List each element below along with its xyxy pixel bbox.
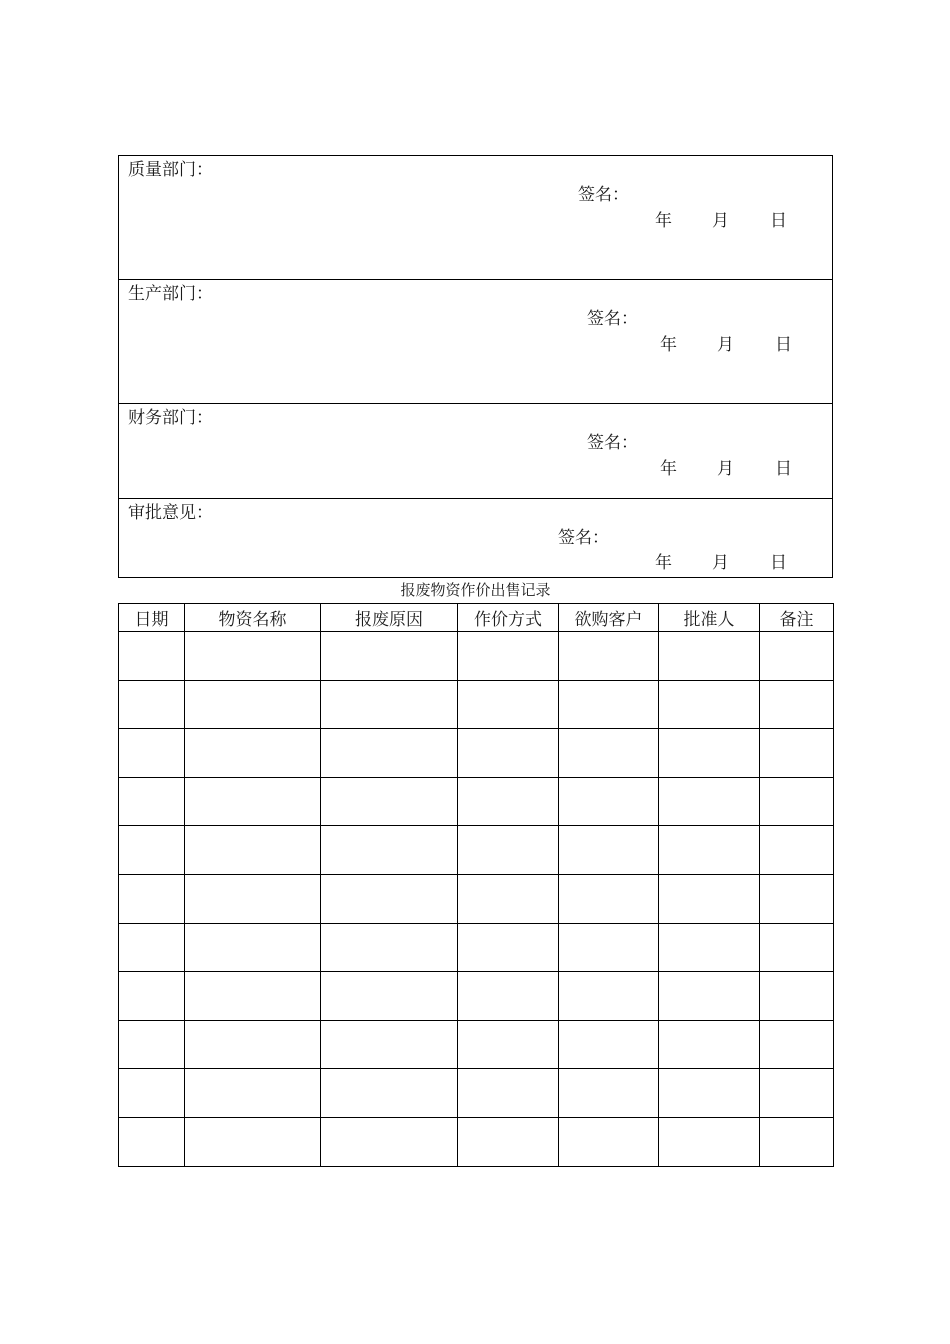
cell-remarks[interactable] bbox=[760, 1069, 834, 1118]
cell-pricing-method[interactable] bbox=[458, 874, 559, 923]
cell-approver[interactable] bbox=[659, 874, 760, 923]
cell-remarks[interactable] bbox=[760, 632, 834, 681]
cell-pricing-method[interactable] bbox=[458, 826, 559, 875]
year-label: 年 bbox=[655, 211, 672, 231]
header-item-name: 物资名称 bbox=[185, 604, 321, 632]
cell-pricing-method[interactable] bbox=[458, 729, 559, 778]
cell-item-name[interactable] bbox=[185, 923, 321, 972]
cell-buyer[interactable] bbox=[559, 1020, 659, 1069]
cell-buyer[interactable] bbox=[559, 777, 659, 826]
cell-pricing-method[interactable] bbox=[458, 632, 559, 681]
cell-scrap-reason[interactable] bbox=[321, 972, 458, 1021]
cell-approver[interactable] bbox=[659, 1020, 760, 1069]
cell-buyer[interactable] bbox=[559, 923, 659, 972]
year-label: 年 bbox=[660, 459, 677, 479]
cell-pricing-method[interactable] bbox=[458, 777, 559, 826]
production-dept-label: 生产部门： bbox=[128, 284, 213, 304]
cell-date[interactable] bbox=[119, 729, 185, 778]
cell-remarks[interactable] bbox=[760, 680, 834, 729]
header-buyer: 欲购客户 bbox=[559, 604, 659, 632]
cell-remarks[interactable] bbox=[760, 729, 834, 778]
cell-remarks[interactable] bbox=[760, 923, 834, 972]
cell-remarks[interactable] bbox=[760, 874, 834, 923]
cell-item-name[interactable] bbox=[185, 1020, 321, 1069]
cell-buyer[interactable] bbox=[559, 874, 659, 923]
day-label: 日 bbox=[775, 335, 792, 355]
cell-item-name[interactable] bbox=[185, 680, 321, 729]
table-row bbox=[119, 972, 834, 1021]
cell-date[interactable] bbox=[119, 680, 185, 729]
cell-buyer[interactable] bbox=[559, 632, 659, 681]
header-approver: 批准人 bbox=[659, 604, 760, 632]
cell-date[interactable] bbox=[119, 972, 185, 1021]
quality-dept-label: 质量部门： bbox=[128, 160, 213, 180]
cell-remarks[interactable] bbox=[760, 1020, 834, 1069]
cell-date[interactable] bbox=[119, 1020, 185, 1069]
finance-dept-section bbox=[119, 404, 832, 499]
cell-approver[interactable] bbox=[659, 632, 760, 681]
cell-item-name[interactable] bbox=[185, 729, 321, 778]
cell-date[interactable] bbox=[119, 777, 185, 826]
cell-item-name[interactable] bbox=[185, 1117, 321, 1166]
cell-date[interactable] bbox=[119, 874, 185, 923]
cell-scrap-reason[interactable] bbox=[321, 874, 458, 923]
day-label: 日 bbox=[770, 553, 787, 573]
table-row bbox=[119, 826, 834, 875]
finance-dept-date bbox=[119, 458, 832, 480]
day-label: 日 bbox=[775, 459, 792, 479]
table-row bbox=[119, 1069, 834, 1118]
cell-scrap-reason[interactable] bbox=[321, 777, 458, 826]
table-row bbox=[119, 1020, 834, 1069]
approval-opinion-signature-label: 签名： bbox=[558, 528, 609, 548]
cell-scrap-reason[interactable] bbox=[321, 729, 458, 778]
approval-opinion-label: 审批意见： bbox=[128, 503, 213, 523]
cell-buyer[interactable] bbox=[559, 826, 659, 875]
cell-scrap-reason[interactable] bbox=[321, 1020, 458, 1069]
cell-scrap-reason[interactable] bbox=[321, 680, 458, 729]
month-label: 月 bbox=[717, 459, 734, 479]
cell-pricing-method[interactable] bbox=[458, 972, 559, 1021]
quality-dept-section bbox=[119, 156, 832, 280]
header-remarks: 备注 bbox=[760, 604, 834, 632]
production-dept-section bbox=[119, 280, 832, 404]
cell-buyer[interactable] bbox=[559, 680, 659, 729]
cell-buyer[interactable] bbox=[559, 729, 659, 778]
production-dept-date bbox=[119, 334, 832, 356]
table-row bbox=[119, 777, 834, 826]
cell-date[interactable] bbox=[119, 1117, 185, 1166]
cell-approver[interactable] bbox=[659, 680, 760, 729]
finance-dept-label: 财务部门： bbox=[128, 408, 213, 428]
cell-approver[interactable] bbox=[659, 729, 760, 778]
table-row bbox=[119, 680, 834, 729]
cell-buyer[interactable] bbox=[559, 1069, 659, 1118]
table-row bbox=[119, 874, 834, 923]
header-scrap-reason: 报废原因 bbox=[321, 604, 458, 632]
cell-pricing-method[interactable] bbox=[458, 680, 559, 729]
cell-remarks[interactable] bbox=[760, 972, 834, 1021]
approval-form bbox=[118, 155, 833, 578]
cell-item-name[interactable] bbox=[185, 777, 321, 826]
cell-scrap-reason[interactable] bbox=[321, 1069, 458, 1118]
cell-remarks[interactable] bbox=[760, 1117, 834, 1166]
table-row bbox=[119, 729, 834, 778]
cell-date[interactable] bbox=[119, 923, 185, 972]
cell-pricing-method[interactable] bbox=[458, 1069, 559, 1118]
cell-approver[interactable] bbox=[659, 1069, 760, 1118]
cell-pricing-method[interactable] bbox=[458, 1117, 559, 1166]
cell-remarks[interactable] bbox=[760, 777, 834, 826]
cell-buyer[interactable] bbox=[559, 972, 659, 1021]
records-table bbox=[118, 603, 834, 1167]
cell-scrap-reason[interactable] bbox=[321, 632, 458, 681]
cell-item-name[interactable] bbox=[185, 972, 321, 1021]
cell-pricing-method[interactable] bbox=[458, 1020, 559, 1069]
cell-approver[interactable] bbox=[659, 972, 760, 1021]
cell-date[interactable] bbox=[119, 826, 185, 875]
cell-scrap-reason[interactable] bbox=[321, 826, 458, 875]
month-label: 月 bbox=[717, 335, 734, 355]
production-dept-signature-label: 签名： bbox=[587, 309, 638, 329]
quality-dept-signature-label: 签名： bbox=[578, 185, 629, 205]
year-label: 年 bbox=[660, 335, 677, 355]
cell-item-name[interactable] bbox=[185, 826, 321, 875]
month-label: 月 bbox=[712, 211, 729, 231]
year-label: 年 bbox=[655, 553, 672, 573]
month-label: 月 bbox=[712, 553, 729, 573]
header-pricing-method: 作价方式 bbox=[458, 604, 559, 632]
day-label: 日 bbox=[770, 211, 787, 231]
cell-item-name[interactable] bbox=[185, 1069, 321, 1118]
cell-scrap-reason[interactable] bbox=[321, 1117, 458, 1166]
cell-item-name[interactable] bbox=[185, 874, 321, 923]
approval-opinion-date bbox=[119, 552, 832, 574]
approval-opinion-section bbox=[119, 499, 832, 577]
cell-item-name[interactable] bbox=[185, 632, 321, 681]
finance-dept-signature-label: 签名： bbox=[587, 433, 638, 453]
header-date: 日期 bbox=[119, 604, 185, 632]
quality-dept-date bbox=[119, 210, 832, 232]
cell-approver[interactable] bbox=[659, 1117, 760, 1166]
records-body bbox=[119, 632, 834, 1167]
cell-pricing-method[interactable] bbox=[458, 923, 559, 972]
records-header-row bbox=[119, 604, 834, 632]
cell-buyer[interactable] bbox=[559, 1117, 659, 1166]
records-title: 报废物资作价出售记录 bbox=[400, 581, 551, 599]
cell-scrap-reason[interactable] bbox=[321, 923, 458, 972]
table-row bbox=[119, 1117, 834, 1166]
cell-approver[interactable] bbox=[659, 923, 760, 972]
cell-approver[interactable] bbox=[659, 826, 760, 875]
table-row bbox=[119, 632, 834, 681]
cell-date[interactable] bbox=[119, 1069, 185, 1118]
cell-date[interactable] bbox=[119, 632, 185, 681]
cell-remarks[interactable] bbox=[760, 826, 834, 875]
table-row bbox=[119, 923, 834, 972]
cell-approver[interactable] bbox=[659, 777, 760, 826]
